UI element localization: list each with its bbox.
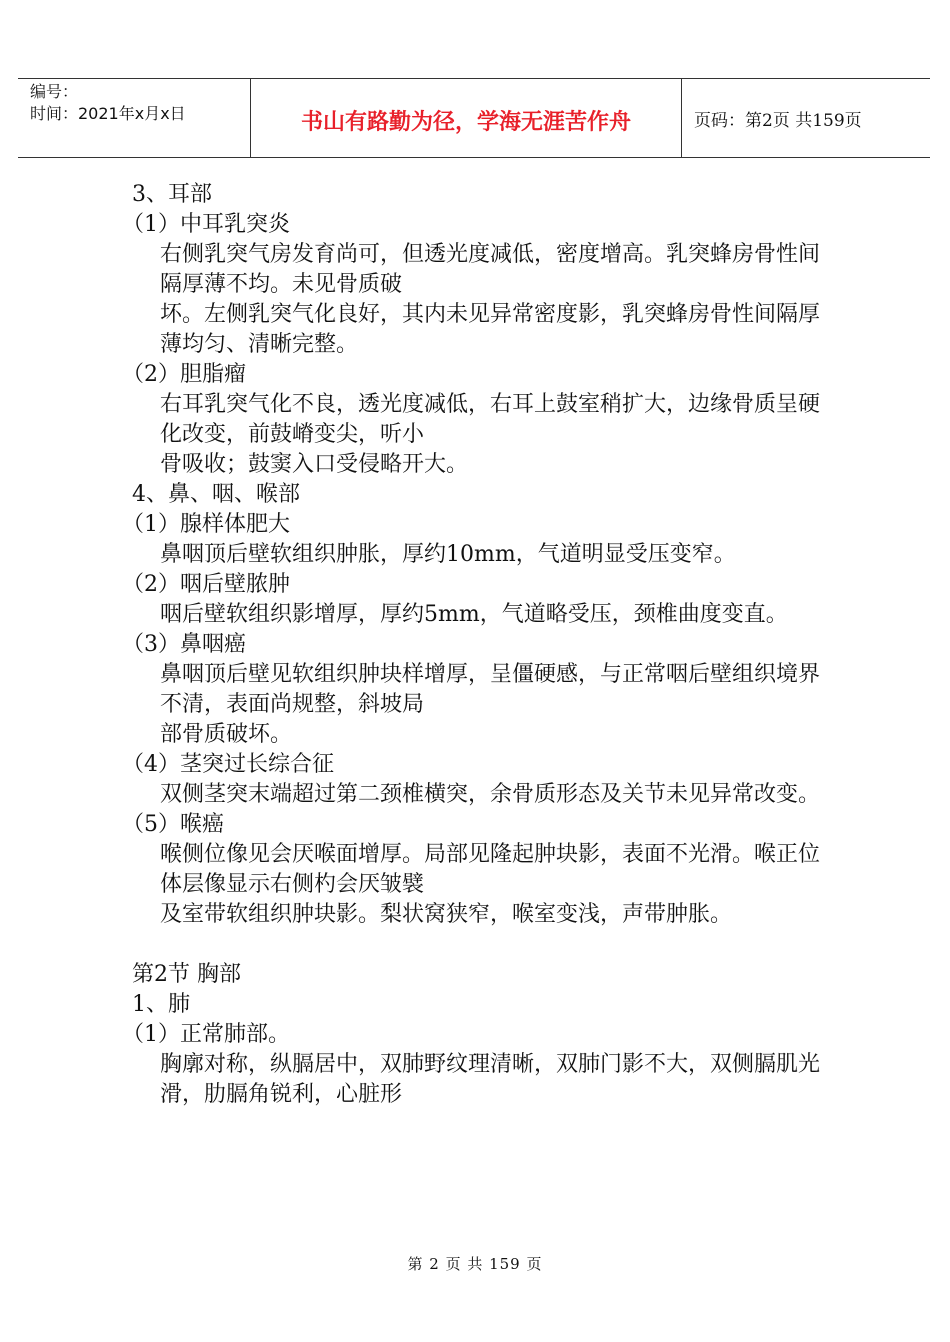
header-motto-cell bbox=[251, 79, 682, 157]
paragraph: 咽后壁软组织影增厚，厚约5mm，气道略受压，颈椎曲度变直。 bbox=[160, 602, 788, 627]
subheading: （1）腺样体肥大 bbox=[122, 512, 290, 537]
chapter-heading-chest: 第2节 胸部 bbox=[132, 962, 241, 987]
paragraph: 坏。左侧乳突气化良好，其内未见异常密度影，乳突蜂房骨性间隔厚薄均匀、清晰完整。 bbox=[160, 302, 821, 357]
spacer bbox=[132, 930, 822, 960]
page-footer bbox=[0, 1253, 950, 1274]
page-header bbox=[18, 78, 930, 158]
subheading: （2）胆脂瘤 bbox=[122, 362, 246, 387]
paragraph: 喉侧位像见会厌喉面增厚。局部见隆起肿块影，表面不光滑。喉正位体层像显示右侧杓会厌皱襞 bbox=[160, 842, 821, 897]
subheading: （4）茎突过长综合征 bbox=[122, 752, 334, 777]
subheading: （3）鼻咽癌 bbox=[122, 632, 246, 657]
subheading: （2）咽后壁脓肿 bbox=[122, 572, 290, 597]
motto-text: 书山有路勤为径，学海无涯苦作舟 bbox=[300, 109, 631, 135]
section-heading-nose-throat: 4、鼻、咽、喉部 bbox=[132, 482, 300, 507]
section-heading-ear: 3、耳部 bbox=[132, 182, 212, 207]
paragraph: 鼻咽顶后壁见软组织肿块样增厚，呈僵硬感，与正常咽后壁组织境界不清，表面尚规整，斜坡局 bbox=[160, 662, 821, 717]
paragraph: 双侧茎突末端超过第二颈椎横突，余骨质形态及关节未见异常改变。 bbox=[160, 782, 821, 807]
paragraph: 鼻咽顶后壁软组织肿胀，厚约10mm，气道明显受压变窄。 bbox=[160, 542, 736, 567]
subheading: （5）喉癌 bbox=[122, 812, 224, 837]
document-body bbox=[122, 180, 822, 1110]
time-label: 时间：2021年x月x日 bbox=[30, 104, 186, 123]
section-heading-lung: 1、肺 bbox=[132, 992, 190, 1017]
paragraph: 胸廓对称，纵膈居中，双肺野纹理清晰，双肺门影不大，双侧膈肌光滑，肋膈角锐利，心脏形 bbox=[160, 1052, 821, 1107]
subheading: （1）正常肺部。 bbox=[122, 1022, 290, 1047]
paragraph: 及室带软组织肿块影。梨状窝狭窄，喉室变浅，声带肿胀。 bbox=[160, 902, 733, 927]
paragraph: 骨吸收；鼓窦入口受侵略开大。 bbox=[160, 452, 469, 477]
paragraph: 右耳乳突气化不良，透光度减低，右耳上鼓室稍扩大，边缘骨质呈硬化改变，前鼓嵴变尖，听小 bbox=[160, 392, 821, 447]
header-meta-cell bbox=[18, 79, 251, 157]
paragraph: 右侧乳突气房发育尚可，但透光度减低，密度增高。乳突蜂房骨性间隔厚薄不均。未见骨质破 bbox=[160, 242, 821, 297]
page-info: 页码：第2页 共159页 bbox=[694, 110, 862, 131]
number-label: 编号： bbox=[30, 82, 79, 101]
footer-page-number: 第 2 页 共 159 页 bbox=[407, 1255, 543, 1273]
paragraph: 部骨质破坏。 bbox=[160, 722, 293, 747]
subheading: （1）中耳乳突炎 bbox=[122, 212, 290, 237]
header-page-cell bbox=[682, 79, 930, 157]
